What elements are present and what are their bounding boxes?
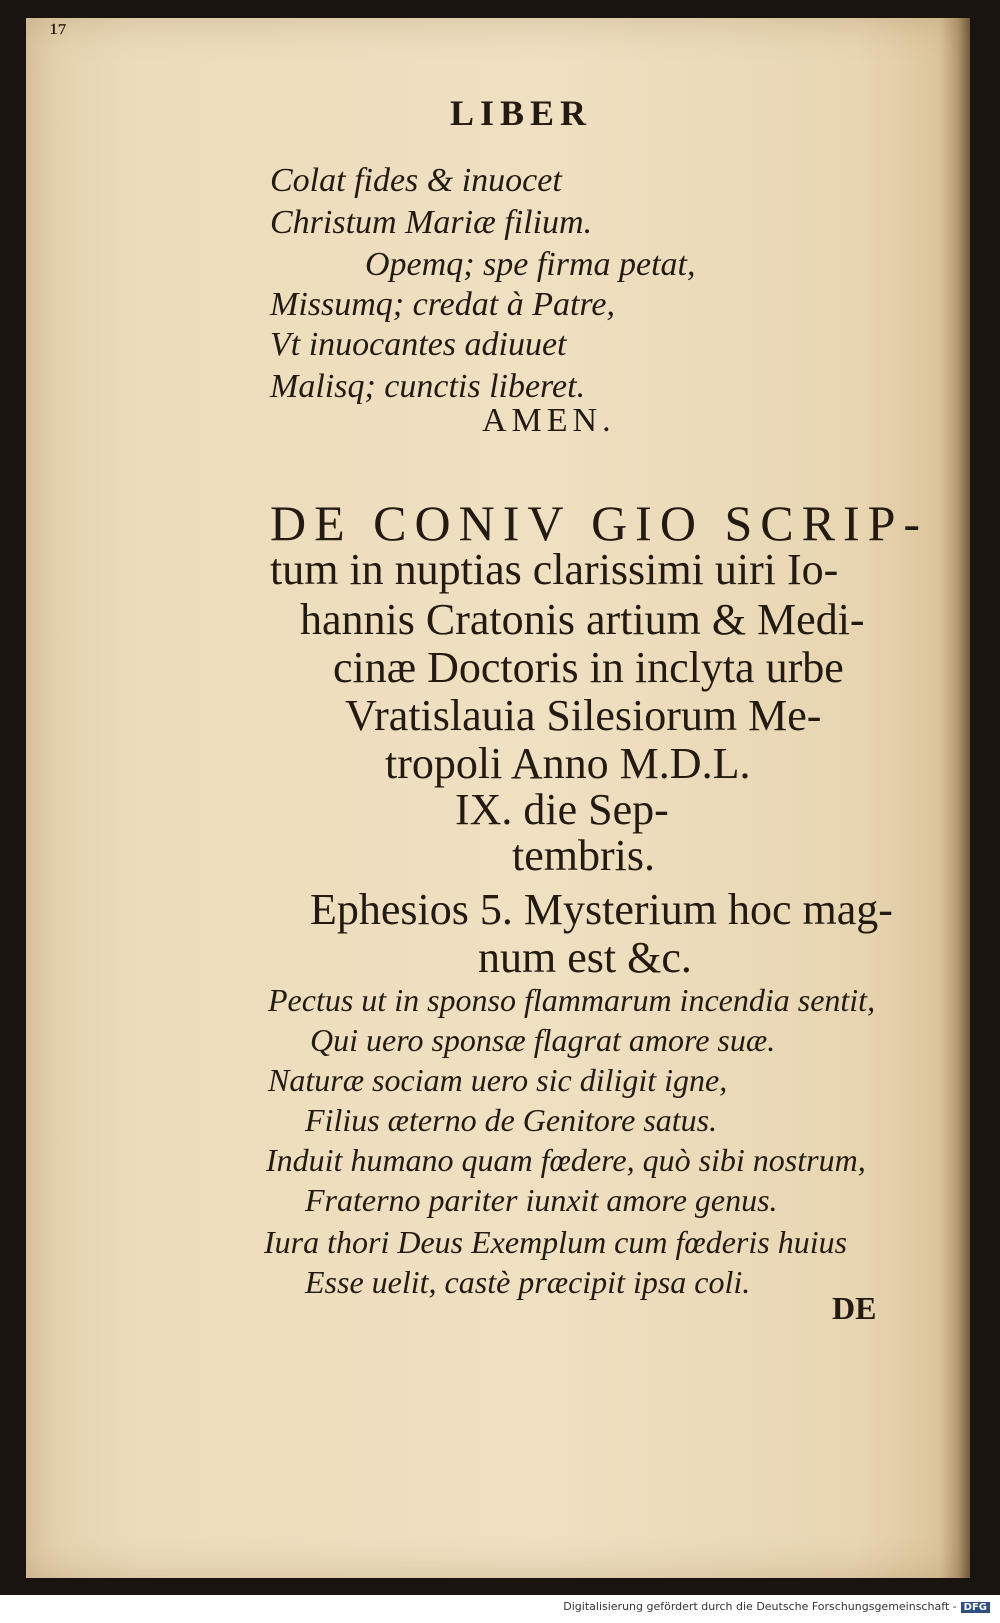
digitization-credit [563, 1600, 990, 1613]
hymn-line: Christum Mariæ filium. [270, 204, 593, 241]
page-spine-shadow [940, 18, 970, 1578]
hymn-line: Malisq; cunctis liberet. [270, 368, 586, 405]
poem-line: Qui uero sponsæ flagrat amore suæ. [310, 1022, 776, 1058]
epigraph-line: num est &c. [478, 933, 692, 982]
credit-text: Digitalisierung gefördert durch die Deutsche Forschungsgemeinschaft - [563, 1600, 957, 1613]
poem-line: Filius æterno de Genitore satus. [305, 1102, 718, 1138]
catchword: DE [832, 1290, 877, 1326]
corner-mark: ¹⁷ [50, 18, 67, 47]
poem-line: Esse uelit, castè præcipit ipsa coli. [305, 1264, 751, 1300]
dfg-logo: DFG [961, 1602, 990, 1613]
poem-line: Naturæ sociam uero sic diligit igne, [268, 1062, 728, 1098]
title-line: tum in nuptias clarissimi uiri Io- [270, 545, 839, 594]
poem-line: Iura thori Deus Exemplum cum fœderis huius [264, 1224, 848, 1260]
title-line: tropoli Anno M.D.L. [385, 739, 751, 788]
epigraph-line: Ephesios 5. Mysterium hoc mag- [310, 885, 893, 934]
title-line: IX. die Sep- [455, 785, 669, 834]
poem-line: Fraterno pariter iunxit amore genus. [305, 1182, 778, 1218]
hymn-line: Missumq; credat à Patre, [270, 286, 615, 323]
hymn-line: Vt inuocantes adiuuet [270, 326, 567, 363]
title-line: hannis Cratonis artium & Medi- [300, 595, 865, 644]
title-line: cinæ Doctoris in inclyta urbe [333, 643, 844, 692]
running-head: LIBER [450, 93, 593, 133]
title-line: DE CONIV GIO SCRIP- [270, 495, 929, 551]
poem-line: Pectus ut in sponso flammarum incendia sentit, [268, 982, 876, 1018]
hymn-line: Colat fides & inuocet [270, 162, 562, 199]
title-line: Vratislauia Silesiorum Me- [345, 691, 822, 740]
hymn-line: Opemq; spe firma petat, [365, 246, 696, 283]
poem-line: Induit humano quam fœdere, quò sibi nostrum, [266, 1142, 866, 1178]
amen: AMEN. [482, 402, 616, 439]
title-line: tembris. [512, 831, 655, 880]
